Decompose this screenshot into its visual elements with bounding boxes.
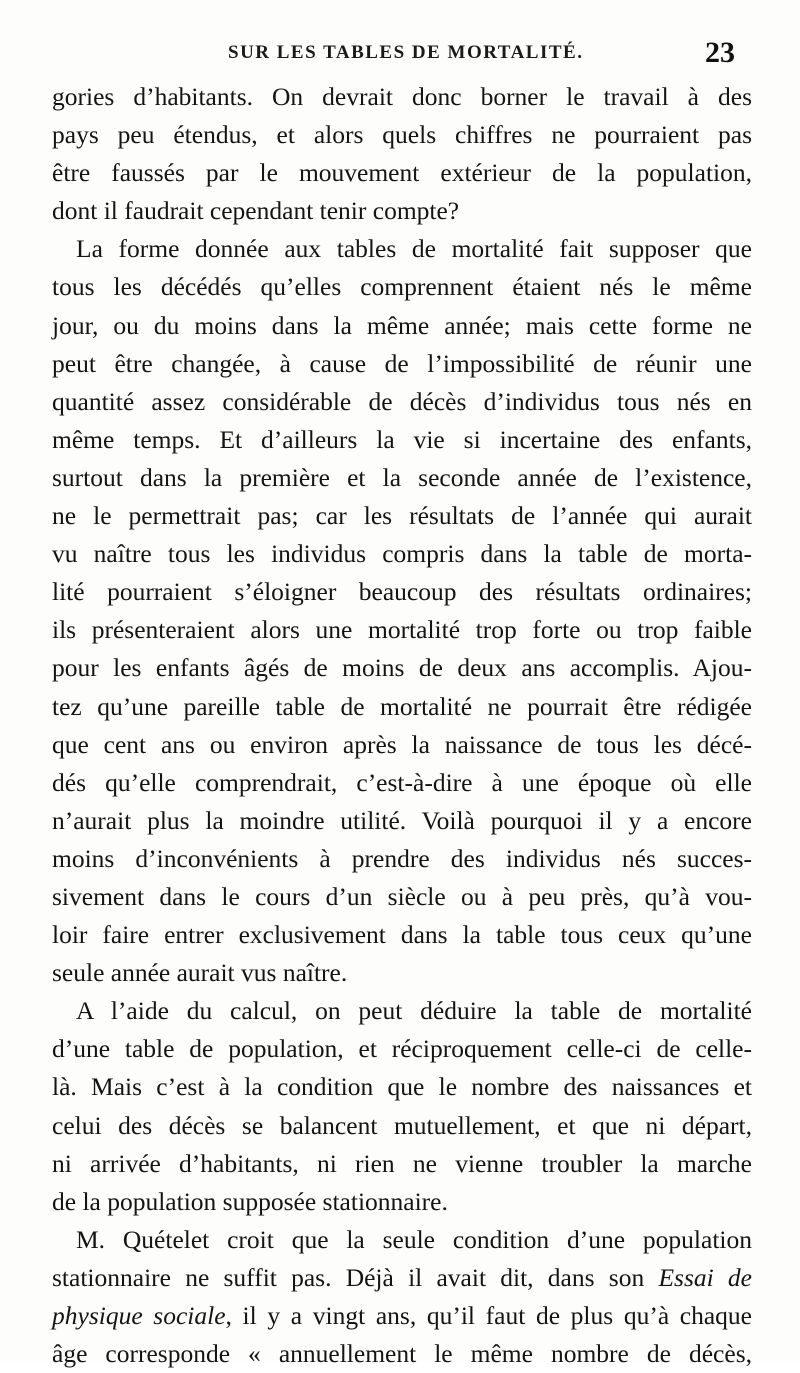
text-segment: stationnaire ne suffit pas. Déjà il avait dit, dans son [52, 1262, 645, 1292]
text-line: âge corresponde « annuellement le même nombre de décès, [52, 1339, 752, 1369]
italic-title: Essai de [658, 1262, 752, 1292]
text-line: surtout dans la première et la seconde année de l’existence, [52, 462, 752, 492]
text-line: de la population supposée stationnaire. [52, 1186, 448, 1216]
text-line: même temps. Et d’ailleurs la vie si incertaine des enfants, [52, 424, 752, 454]
text-line: celui des décès se balancent mutuellement, et que ni départ, [52, 1110, 752, 1140]
text-line: pays peu étendus, et alors quels chiffres ne pourraient pas [52, 120, 752, 150]
text-line: lité pourraient s’éloigner beaucoup des résultats ordinaires; [52, 577, 752, 607]
text-line: pour les enfants âgés de moins de deux ans accomplis. Ajou- [52, 653, 752, 683]
text-line [52, 1297, 752, 1335]
text-line: que cent ans ou environ après la naissance de tous les décé- [52, 729, 752, 759]
text-line: jour, ou du moins dans la même année; mais cette forme ne [52, 310, 752, 340]
text-line: vu naître tous les individus compris dans la table de morta- [52, 539, 752, 569]
running-head [0, 36, 800, 72]
text-line: gories d’habitants. On devrait donc borner le travail à des [52, 82, 752, 111]
text-line: quantité assez considérable de décès d’individus tous nés en [52, 386, 752, 416]
text-line [52, 1259, 752, 1297]
text-line: peut être changée, à cause de l’impossibilité de réunir une [52, 348, 752, 378]
text-line: sivement dans le cours d’un siècle ou à peu près, qu’à vou- [52, 881, 752, 911]
text-line: ne le permettrait pas; car les résultats de l’année qui aurait [52, 501, 752, 531]
text-line: tous les décédés qu’elles comprennent étaient nés le même [52, 272, 752, 302]
text-line: seule année aurait vus naître. [52, 958, 348, 988]
running-title: SUR LES TABLES DE MORTALITÉ. [228, 42, 584, 63]
text-line: loir faire entrer exclusivement dans la table tous ceux qu’une [52, 920, 752, 950]
text-line: être faussés par le mouvement extérieur de la population, [52, 158, 752, 188]
text-line: ni arrivée d’habitants, ni rien ne vienne troubler la marche [52, 1148, 752, 1178]
text-line: dont il faudrait cependant tenir compte? [52, 196, 460, 226]
page-number: 23 [705, 36, 735, 69]
text-line: dés qu’elle comprendrait, c’est-à-dire à une époque où elle [52, 767, 752, 797]
text-line: là. Mais c’est à la condition que le nombre des naissances et [52, 1072, 752, 1102]
text-line: M. Quételet croit que la seule condition d’une population [76, 1224, 752, 1254]
text-line: moins d’inconvénients à prendre des individus nés succes- [52, 843, 752, 873]
text-line: tez qu’une pareille table de mortalité ne pourrait être rédigée [52, 691, 752, 721]
text-line: A l’aide du calcul, on peut déduire la table de mortalité [76, 996, 752, 1026]
text-line: La forme donnée aux tables de mortalité fait supposer que [76, 234, 752, 264]
body-text [52, 78, 752, 1373]
text-line: ils présenteraient alors une mortalité trop forte ou trop faible [52, 615, 752, 645]
text-segment: , il y a vingt ans, qu’il faut de plus qu’à chaque [225, 1301, 753, 1330]
italic-title: physique sociale [52, 1301, 226, 1330]
text-line: n’aurait plus la moindre utilité. Voilà pourquoi il y a encore [52, 805, 752, 835]
text-line: d’une table de population, et réciproquement celle-ci de celle- [52, 1034, 752, 1064]
